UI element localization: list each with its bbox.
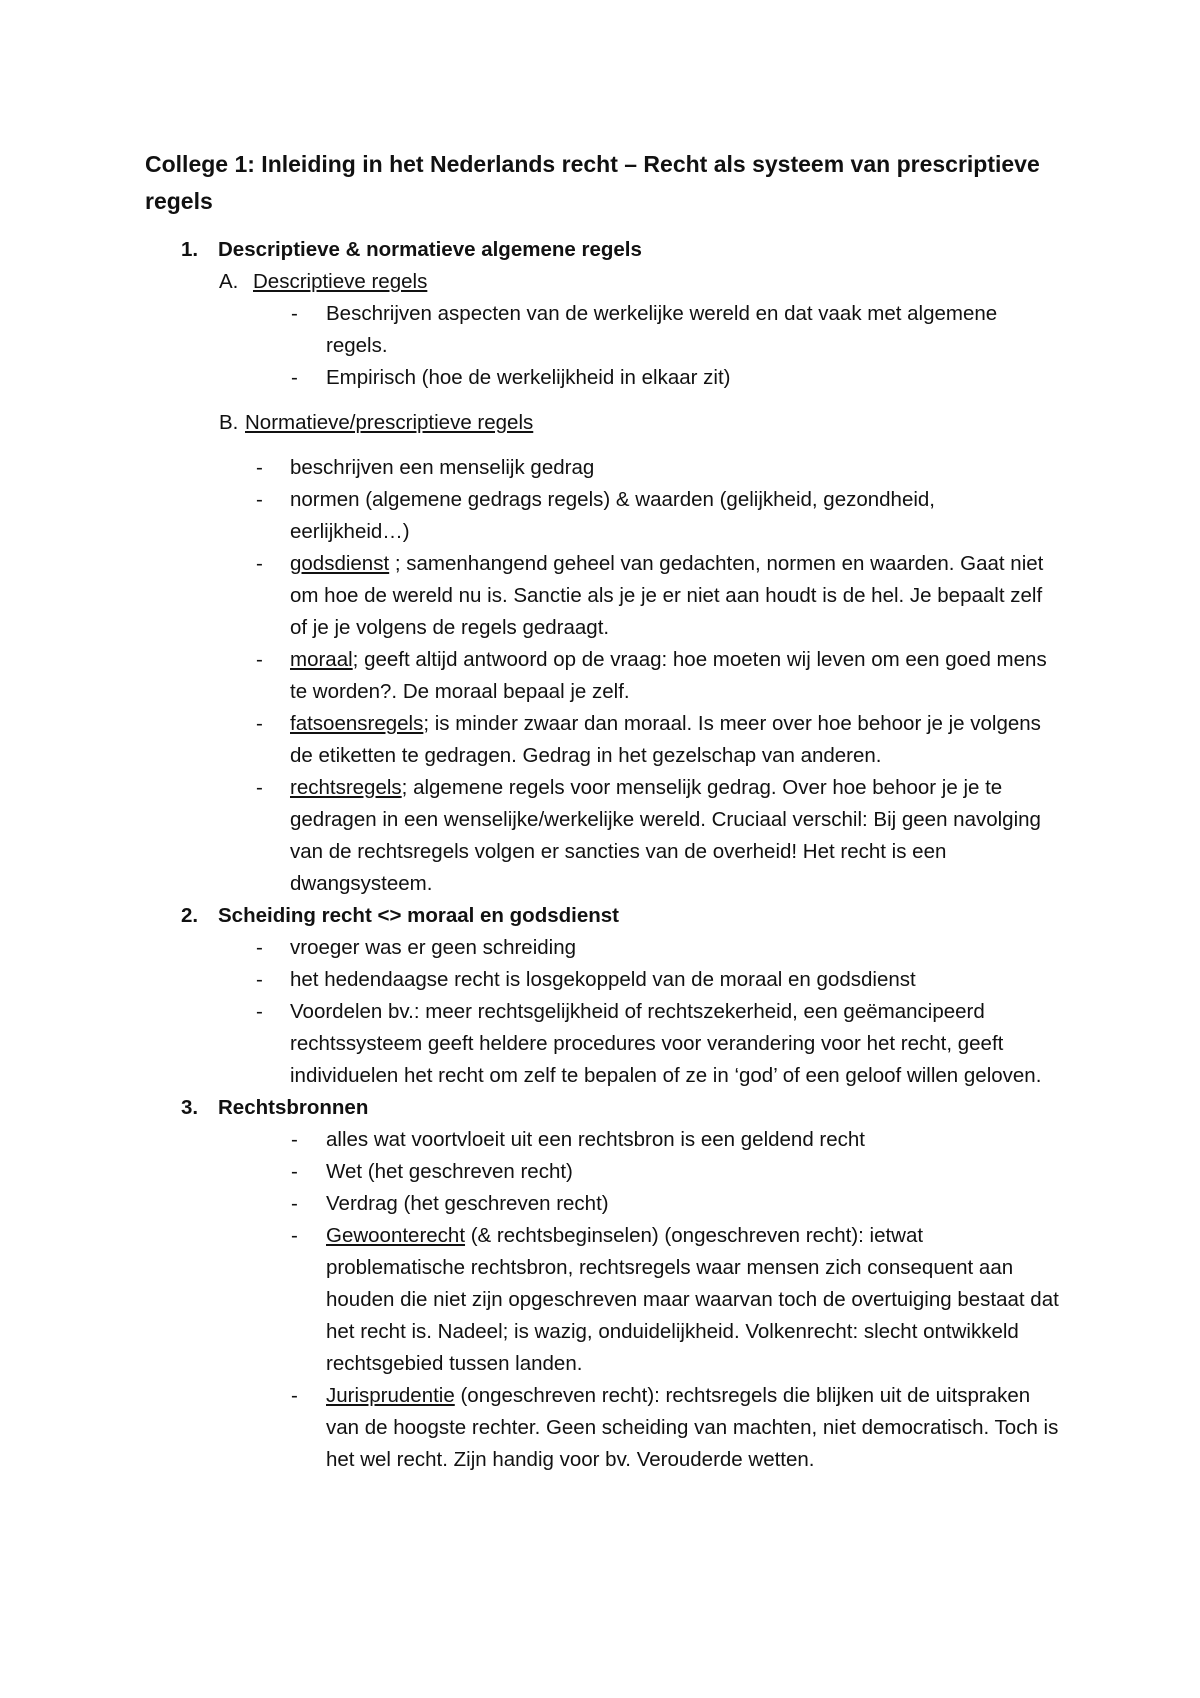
section-heading-3	[0, 1092, 1200, 1124]
list-item	[0, 1188, 1200, 1220]
list-item-text: Verdrag (het geschreven recht)	[326, 1192, 609, 1215]
bullet-dash: -	[291, 366, 298, 389]
bullet-dash: -	[291, 1224, 298, 1247]
section-heading-text: Descriptieve & normatieve algemene regels	[218, 238, 642, 261]
bullet-dash: -	[291, 302, 298, 325]
bullet-dash: -	[256, 968, 263, 991]
list-item-text: beschrijven een menselijk gedrag	[290, 456, 595, 479]
list-item-text: Beschrijven aspecten van de werkelijke wereld en dat vaak met algemene regels.	[326, 302, 998, 357]
subheading-letter: A.	[219, 270, 239, 293]
subheading-letter: B.	[219, 411, 239, 434]
term-gewoonterecht: Gewoonterecht	[326, 1224, 466, 1247]
subheading-label: Normatieve/prescriptieve regels	[245, 411, 534, 434]
bullet-dash: -	[291, 1160, 298, 1183]
list-item	[0, 772, 1200, 900]
list-item	[0, 484, 1200, 548]
list-item-text: ; samenhangend geheel van gedachten, normen en waarden. Gaat niet om hoe de wereld nu is. Sanctie als je je er niet aan houdt is de hel. Je bepaalt zelf of je je volgens de regels gedraagt.	[290, 552, 1044, 639]
list-item	[0, 362, 1200, 394]
subheading-label: Descriptieve regels	[253, 270, 428, 293]
list-item-text: alles wat voortvloeit uit een rechtsbron is een geldend recht	[326, 1128, 866, 1151]
list-item	[0, 1220, 1200, 1380]
list-item	[0, 708, 1200, 772]
list-item	[0, 298, 1200, 362]
bullet-dash: -	[291, 1384, 298, 1407]
term-rechtsregels: rechtsregels	[290, 776, 402, 799]
list-item	[0, 996, 1200, 1092]
list-item	[0, 964, 1200, 996]
list-item	[0, 548, 1200, 644]
list-item	[0, 1156, 1200, 1188]
document-title: College 1: Inleiding in het Nederlands recht – Recht als systeem van prescriptieve regels	[145, 151, 1040, 214]
document-body	[0, 234, 1200, 1476]
bullet-dash: -	[256, 936, 263, 959]
bullet-dash: -	[256, 712, 263, 735]
subheading-a	[0, 266, 1200, 298]
bullet-dash: -	[256, 488, 263, 511]
bullet-dash: -	[256, 1000, 263, 1023]
term-fatsoensregels: fatsoensregels	[290, 712, 424, 735]
list-item-text: ; algemene regels voor menselijk gedrag. Over hoe behoor je je te gedragen in een wenselijke/werkelijke wereld. Cruciaal verschil: Bij geen navolging van de rechtsregels volgen er sancties van de overheid! Het recht is een dwangsysteem.	[290, 776, 1041, 895]
list-item-text: vroeger was er geen schreiding	[290, 936, 577, 959]
list-item	[0, 1380, 1200, 1476]
section-number: 3.	[181, 1096, 199, 1119]
list-item	[0, 452, 1200, 484]
list-item-text: normen (algemene gedrags regels) & waarden (gelijkheid, gezondheid, eerlijkheid…)	[290, 488, 935, 543]
list-item	[0, 644, 1200, 708]
section-heading-text: Rechtsbronnen	[218, 1096, 369, 1119]
section-heading-text: Scheiding recht <> moraal en godsdienst	[218, 904, 619, 927]
list-item-text: Voordelen bv.: meer rechtsgelijkheid of rechtszekerheid, een geëmancipeerd rechtssysteem geeft heldere procedures voor verandering voor het recht, geeft individuelen het recht om zelf te bepalen of ze in ‘god’ of een geloof willen geloven.	[290, 1000, 1042, 1087]
list-item-text: ; is minder zwaar dan moraal. Is meer over hoe behoor je je volgens de etiketten te gedragen. Gedrag in het gezelschap van anderen.	[290, 712, 1041, 767]
term-godsdienst: godsdienst	[290, 552, 390, 575]
subheading-b	[0, 407, 1200, 439]
section-number: 1.	[181, 238, 199, 261]
section-heading-2	[0, 900, 1200, 932]
bullet-dash: -	[256, 648, 263, 671]
list-item-text: ; geeft altijd antwoord op de vraag: hoe moeten wij leven om een goed mens te worden?. De moraal bepaal je zelf.	[290, 648, 1047, 703]
term-jurisprudentie: Jurisprudentie	[326, 1384, 455, 1407]
list-item-text: Empirisch (hoe de werkelijkheid in elkaar zit)	[326, 366, 731, 389]
bullet-dash: -	[291, 1128, 298, 1151]
bullet-dash: -	[256, 456, 263, 479]
list-item	[0, 932, 1200, 964]
term-moraal: moraal	[290, 648, 353, 671]
bullet-dash: -	[256, 776, 263, 799]
bullet-dash: -	[291, 1192, 298, 1215]
list-item-text: het hedendaagse recht is losgekoppeld van de moraal en godsdienst	[290, 968, 916, 991]
list-item-text: (& rechtsbeginselen) (ongeschreven recht): ietwat problematische rechtsbron, rechtsregels waar mensen zich consequent aan houden die niet zijn opgeschreven maar waarvan toch de overtuiging bestaat dat het recht is. Nadeel; is wazig, onduidelijkheid. Volkenrecht: slecht ontwikkeld rechtsgebied tussen landen.	[326, 1224, 1059, 1375]
list-item-text: (ongeschreven recht): rechtsregels die blijken uit de uitspraken van de hoogste rechter. Geen scheiding van machten, niet democratisch. Toch is het wel recht. Zijn handig voor bv. Verouderde wetten.	[326, 1384, 1059, 1471]
list-item	[0, 1124, 1200, 1156]
list-item-text: Wet (het geschreven recht)	[326, 1160, 573, 1183]
section-number: 2.	[181, 904, 199, 927]
bullet-dash: -	[256, 552, 263, 575]
section-heading-1	[0, 234, 1200, 266]
